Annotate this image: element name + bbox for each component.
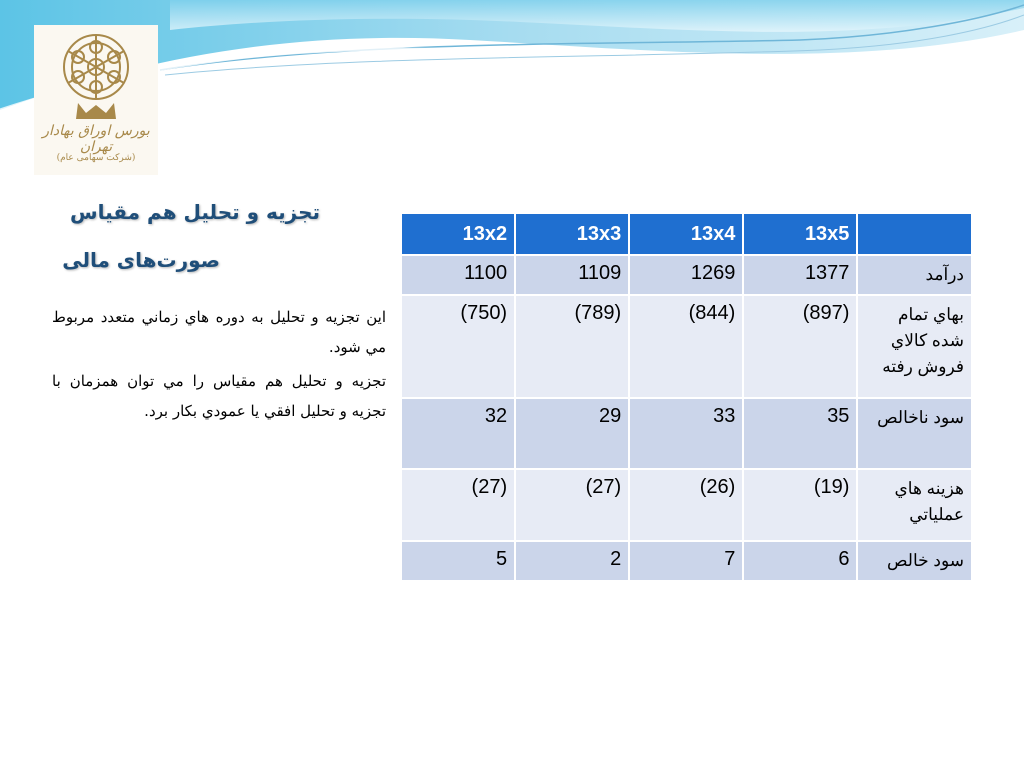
table-cell: 32 (401, 398, 515, 469)
table-row (401, 541, 972, 581)
table-cell: (27) (401, 469, 515, 541)
emblem-icon (34, 25, 158, 125)
column-header: 13x3 (515, 213, 629, 255)
slide-title-line-1: تجزيه و تحليل هم مقياس (70, 200, 320, 224)
table-cell: 1100 (401, 255, 515, 295)
table-row (401, 469, 972, 541)
table-cell: 6 (743, 541, 857, 581)
row-label: سود ناخالص (857, 398, 972, 469)
row-label: بهاي تمام شده كالاي فروش رفته (857, 295, 972, 398)
table-cell: (750) (401, 295, 515, 398)
table-cell: 7 (629, 541, 743, 581)
table-cell: 33 (629, 398, 743, 469)
table-cell: (27) (515, 469, 629, 541)
column-header-blank (857, 213, 972, 255)
table-cell: (26) (629, 469, 743, 541)
logo-subtitle-text: (شرکت سهامی عام) (56, 153, 136, 163)
table-cell: (19) (743, 469, 857, 541)
tehran-stock-exchange-logo (34, 25, 158, 175)
table-row (401, 398, 972, 469)
row-label: درآمد (857, 255, 972, 295)
row-label: سود خالص (857, 541, 972, 581)
table-row (401, 255, 972, 295)
table-header-row (401, 213, 972, 255)
table-cell: (789) (515, 295, 629, 398)
table-cell: 5 (401, 541, 515, 581)
table-cell: (844) (629, 295, 743, 398)
body-paragraph-1: اين تجزيه و تحليل به دوره هاي زماني متعدد مربوط مي شود. (52, 308, 386, 356)
table-row (401, 295, 972, 398)
body-paragraph-2: تجزيه و تحليل هم مقياس را مي توان همزمان با تجزيه و تحليل افقي يا عمودي بكار برد. (52, 372, 386, 420)
table-cell: 2 (515, 541, 629, 581)
logo-name-text: بورس اوراق بهادار تهران (42, 123, 150, 155)
column-header: 13x5 (743, 213, 857, 255)
table-cell: 1109 (515, 255, 629, 295)
comparative-financial-table (400, 212, 973, 582)
body-text (52, 302, 386, 430)
row-label: هزينه هاي عملياتي (857, 469, 972, 541)
table-cell: 1377 (743, 255, 857, 295)
table-cell: (897) (743, 295, 857, 398)
table-cell: 35 (743, 398, 857, 469)
table-cell: 29 (515, 398, 629, 469)
column-header: 13x4 (629, 213, 743, 255)
slide-title-line-2: صورت‌های مالی (62, 248, 220, 272)
table-cell: 1269 (629, 255, 743, 295)
column-header: 13x2 (401, 213, 515, 255)
